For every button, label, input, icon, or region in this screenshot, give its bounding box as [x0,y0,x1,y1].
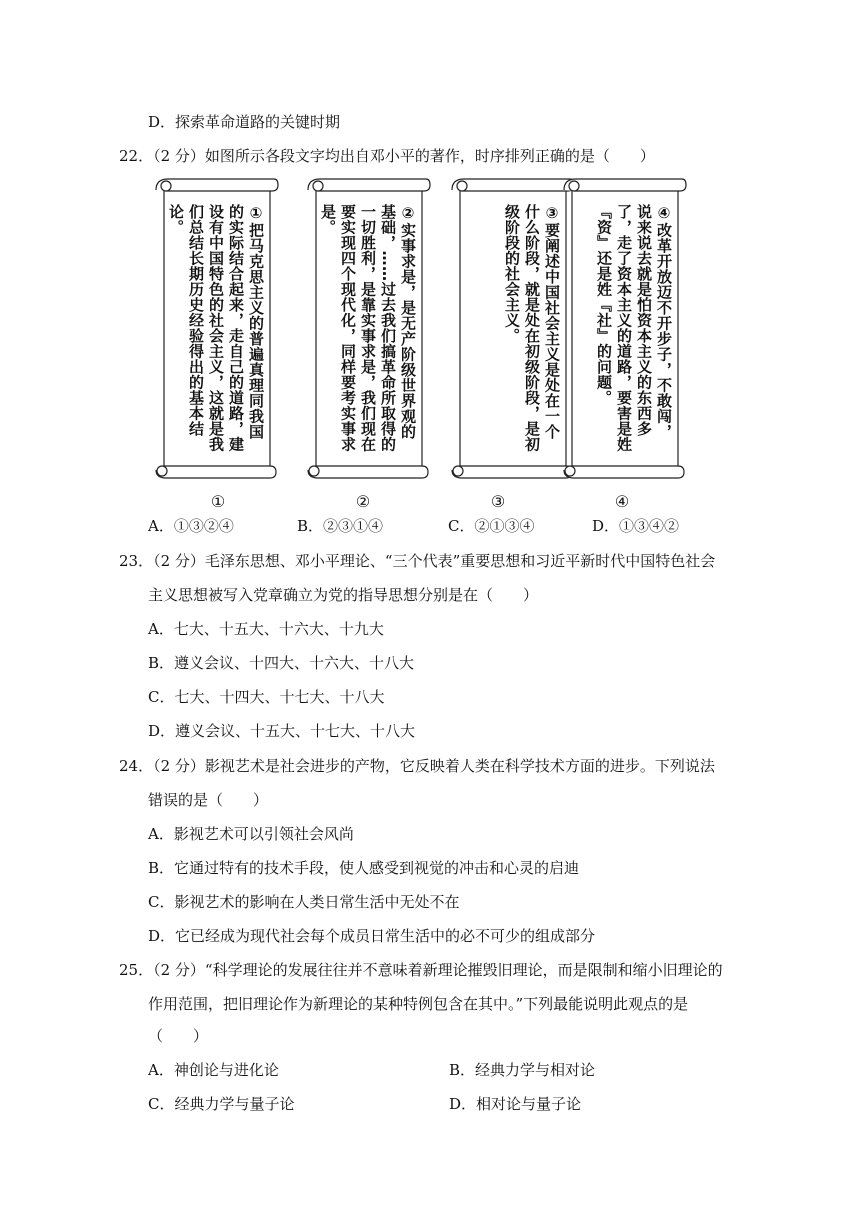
scroll-label-4: ④ [614,492,630,511]
q22-stem: 22．（2 分）如图所示各段文字均出自邓小平的著作，时序排列正确的是（ ） [119,147,655,165]
q25-stem-line3: （ ） [148,1027,209,1045]
q22-option-b[interactable]: B．②③①④ [297,517,384,535]
q22-option-d[interactable]: D．①③④② [592,517,680,535]
q22-option-c[interactable]: C．②①③④ [448,517,535,535]
q24-option-d[interactable]: D．它已经成为现代社会每个成员日常生活中的必不可少的组成部分 [148,927,596,945]
q24-option-b[interactable]: B．它通过特有的技术手段，使人感受到视觉的冲击和心灵的启迪 [148,859,580,877]
scroll-text-3: ③要阐述中国社会主义是处在一个什么阶段，就是处在初级阶段，是初级阶段的社会主义。 [503,204,561,452]
scroll-panel-3 [448,176,576,481]
q23-stem-line1: 23．（2 分）毛泽东思想、邓小平理论、“三个代表”重要思想和习近平新时代中国特色社会 [119,552,716,570]
scroll-panel-1 [152,176,280,481]
q25-option-a[interactable]: A．神创论与进化论 [148,1061,279,1079]
q25-option-d[interactable]: D．相对论与量子论 [449,1095,582,1113]
scroll-text-2: ②实事求是，是无产阶级世界观的基础，……过去我们搞革命所取得的一切胜利，是靠实事求是，我们现在要实现四个现代化，同样要考实事求是。 [319,204,417,452]
scroll-panel-2 [304,176,432,481]
scroll-text-1: ①把马克思主义的普遍真理同我国的实际结合起来，走自己的道路，建设有中国特色的社会主义，这就是我们总结长期历史经验得出的基本结论。 [167,204,265,452]
scroll-label-3: ③ [490,492,506,511]
q25-stem-line1: 25．（2 分）“科学理论的发展往往并不意味着新理论摧毁旧理论，而是限制和缩小旧理论的 [119,961,723,979]
q25-option-c[interactable]: C．经典力学与量子论 [148,1095,295,1113]
q25-option-b[interactable]: B．经典力学与相对论 [449,1061,596,1079]
q23-option-b[interactable]: B．遵义会议、十四大、十六大、十八大 [148,654,415,672]
scroll-label-2: ② [355,492,371,511]
q23-stem-line2: 主义思想被写入党章确立为党的指导思想分别是在（ ） [148,586,539,604]
q21-option-d: D．探索革命道路的关键时期 [148,113,341,131]
q22-option-a[interactable]: A．①③②④ [148,517,234,535]
q23-option-a[interactable]: A．七大、十五大、十六大、十九大 [148,620,384,638]
scroll-text-4: ④改革开放迈不开步子，不敢闯，说来说去就是怕资本主义的东西多了，走了资本主义的道路，要害是姓『资』还是姓『社』的问题。 [595,204,673,452]
q24-stem-line1: 24．（2 分）影视艺术是社会进步的产物，它反映着人类在科学技术方面的进步。下列说法 [119,757,715,775]
q24-option-c[interactable]: C．影视艺术的影响在人类日常生活中无处不在 [148,893,460,911]
q23-option-c[interactable]: C．七大、十四大、十七大、十八大 [148,688,385,706]
q24-stem-line2: 错误的是（ ） [148,791,269,809]
scroll-panel-4 [560,176,688,481]
scroll-label-1: ① [210,492,226,511]
q23-option-d[interactable]: D．遵义会议、十五大、十七大、十八大 [148,722,416,740]
q25-stem-line2: 作用范围，把旧理论作为新理论的某种特例包含在其中。”下列最能说明此观点的是 [148,995,689,1013]
q24-option-a[interactable]: A．影视艺术可以引领社会风尚 [148,825,354,843]
